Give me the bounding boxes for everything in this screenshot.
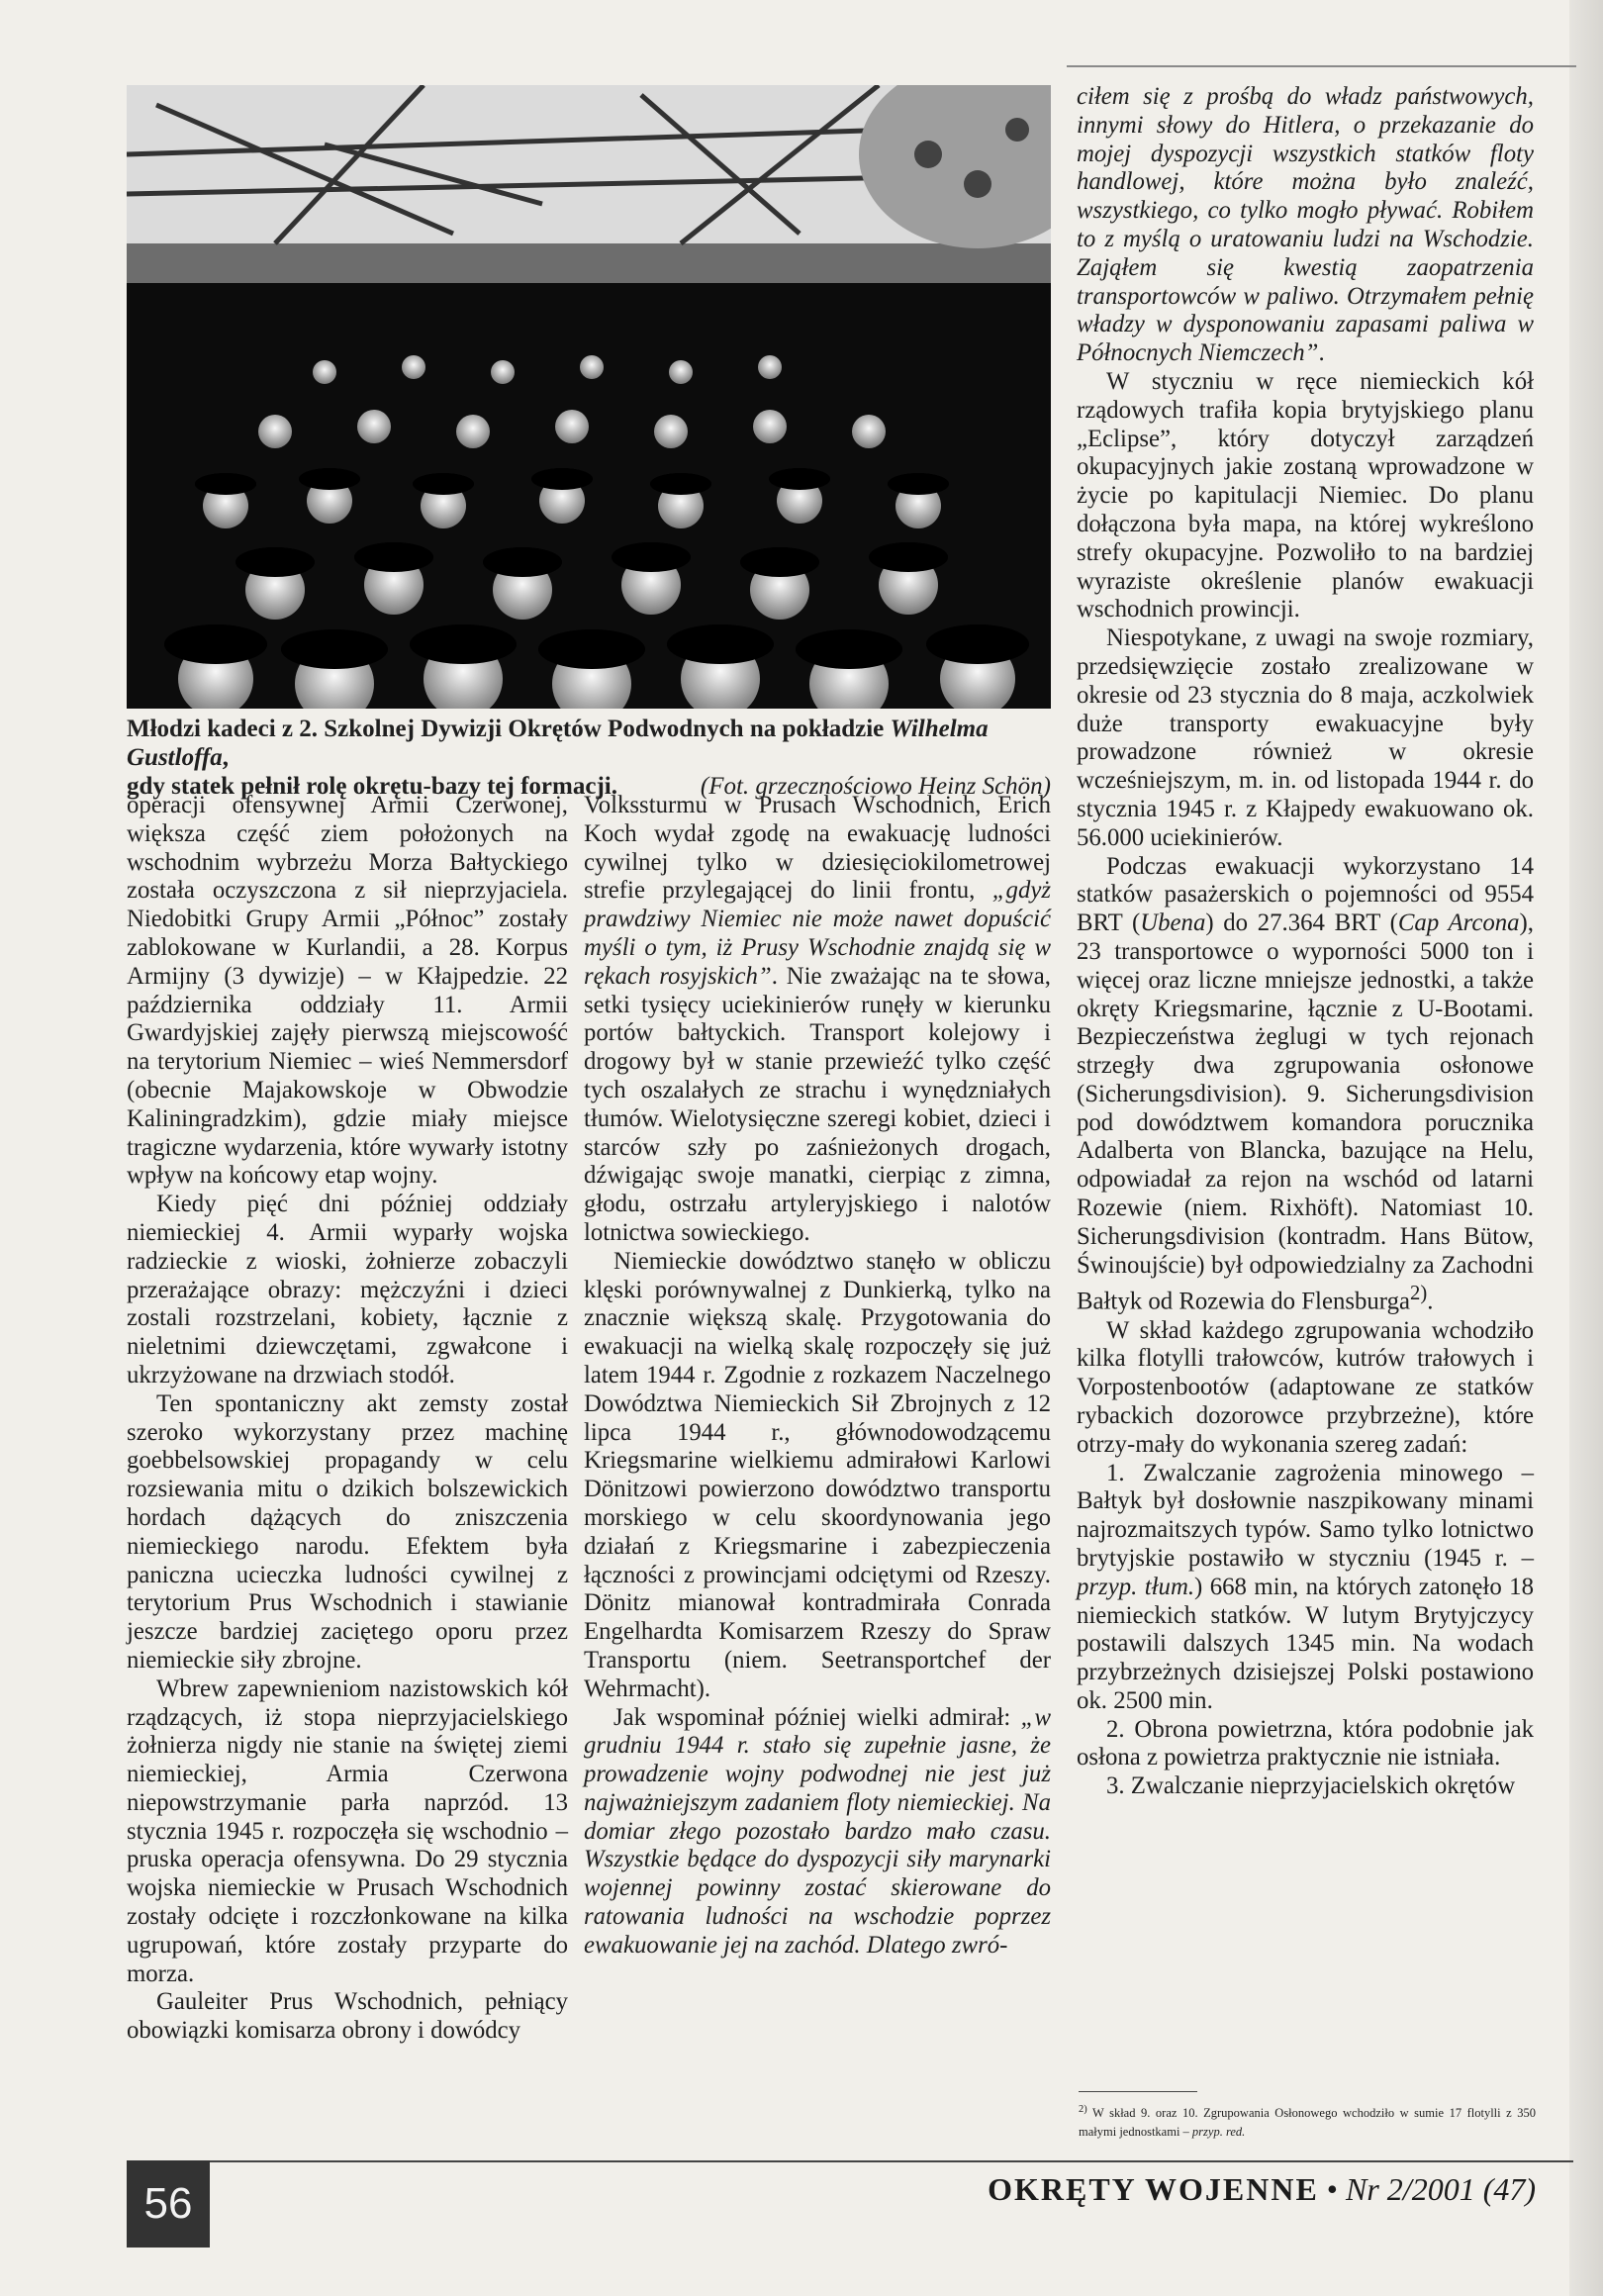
paragraph-text: ) 668 min, na których zatonęło 18 niemieckich statków. W lutym Brytyjczycy postawili dalszych 1345 min. Na wodach przybrzeżnych dzisiejszej Polski postawiono ok. 2500 min.	[1077, 1573, 1534, 1714]
text-column-1	[127, 792, 568, 2046]
text-column-2	[584, 792, 1051, 1961]
top-rule	[1067, 65, 1576, 67]
paragraph: Niespotykane, z uwagi na swoje rozmiary, przedsięwzięcie zostało zrealizowane w okresie od 23 stycznia do 8 maja, aczkolwiek duże transporty ewakuacyjne były prowadzone również w okresie wcześniejszym, m. in. od listopada 1944 r. do stycznia 1945 r. z Kłajpedy ewakuowano ok. 56.000 uciekinierów.	[1077, 624, 1534, 851]
text-column-3	[1077, 83, 1534, 1801]
caption-text: Młodzi kadeci z 2. Szkolnej Dywizji Okrętów Podwodnych na pokładzie	[127, 716, 891, 742]
paragraph-text: 1. Zwalczanie zagrożenia minowego – Bałtyk był dosłownie naszpikowany minami najrozmaitszych typów. Samo tylko lotnictwo brytyjskie postawiło w styczniu (1945 r.	[1077, 1459, 1534, 1572]
caption-comma: ,	[222, 744, 230, 771]
paragraph: W styczniu w ręce niemieckich kół rządowych trafiła kopia brytyjskiego planu „Eclipse”, który dotyczył zarządzeń okupacyjnych jakie zostaną wprowadzone w życie po kapitulacji Niemiec. Do planu dołączona była mapa, na której wykreślono strefy okupacyjne. Pozwoliło to na bardziej wyraziste określenie planów ewakuacji wschodnich prowincji.	[1077, 367, 1534, 623]
paragraph: Ten spontaniczny akt zemsty został szeroko wykorzystany przez machinę goebbelsowskiej propagandy w celu rozsiewania mitu o dzikich bolszewickich hordach dążących do zniszczenia niemieckiego narodu. Efektem była paniczna ucieczka ludności cywilnej z terytorium Prus Wschodnich i stawianie jeszcze bardziej zaciętego oporu przez niemieckie siły zbrojne.	[127, 1389, 568, 1674]
paragraph-text: .	[1427, 1288, 1434, 1315]
page-edge	[1569, 0, 1603, 2296]
issue-number: Nr 2/2001 (47)	[1346, 2171, 1536, 2207]
photo-credit: (Fot. grzecznościowo Heinz Schön)	[700, 773, 1051, 800]
ship-name: Cap Arcona	[1397, 909, 1520, 937]
footnote-reference: 2)	[1410, 1283, 1428, 1305]
photo-illustration	[127, 85, 1051, 709]
paragraph: 3. Zwalczanie nieprzyjacielskich okrętów	[1106, 1772, 1516, 1800]
paragraph	[584, 1704, 1051, 1961]
paragraph	[1077, 1460, 1534, 1716]
paragraph: Niemieckie dowództwo stanęło w obliczu klęski porównywalnej z Dunkierką, tylko na znacznie większą skalę. Przygotowania do ewakuacji na wielką skalę rozpoczęły się już latem 1944 r. Zgodnie z rozkazem Naczelnego Dowództwa Niemieckich Sił Zbrojnych z 12 lipca 1944 r., głównodowodzącemu Kriegsmarine wielkiemu admirałowi Karlowi Dönitzowi powierzono dowództwo transportu morskiego w celu skoordynowania jego działań z Kriegsmarine i zabezpieczenia łączności z prowincjami odciętymi od Rzeszy. Dönitz mianował kontradmirała Conrada Engelhardta Komisarzem Rzeszy do Spraw Transportu (niem. Seetransportchef der Wehrmacht).	[584, 1247, 1051, 1702]
caption-line-2: gdy statek pełnił rolę okrętu-bazy tej formacji.	[127, 773, 617, 800]
donitz-quote-continued: ciłem się z prośbą do władz państwowych, innymi słowy do Hitlera, o przekazanie do mojej dyspozycji wszystkich statków floty handlowej, które można było znaleźć, wszystkiego, co tylko mogło pływać. Robiłem to z myślą o uratowaniu ludzi na Wschodzie. Zająłem się kwestią zaopatrzenia transportowców w paliwo. Otrzymałem pełnię władzy w dysponowaniu zapasami paliwa w Północnych Niemczech”	[1077, 83, 1534, 367]
ship-name: Ubena	[1140, 909, 1206, 937]
page-number: 56	[127, 2160, 210, 2248]
caption-ship-name: Wilhelma Gustloffa	[127, 716, 989, 771]
koch-quote: „gdyż prawdziwy Niemiec nie może nawet dopuścić myśli o tym, iż Prusy Wschodnie znajdą się w rękach rosyjskich”	[584, 877, 1051, 990]
footnote-rule	[1079, 2091, 1197, 2092]
paragraph: Kiedy pięć dni później oddziały niemieckiej 4. Armii wyparły wojska radzieckie z wioski, żołnierze zobaczyli przerażające obrazy: mężczyźni i dzieci zostali rozstrzelani, kobiety, łącznie z nieletnimi dziewczętami, zgwałcone i ukrzyżowane na drzwiach stodół.	[127, 1191, 568, 1388]
paragraph	[1077, 853, 1534, 1317]
footnote-mark: 2)	[1079, 2104, 1087, 2115]
paragraph-text: . Nie zważając na te słowa, setki tysięcy uciekinierów runęły w kierunku portów bałtyckich. Transport kolejowy i drogowy był w stanie przewieźć tylko część tych oszalałych ze strachu i wynędzniałych tłumów. Wielotysięczne szeregi kobiet, dzieci i starców szły po zaśnieżonych drogach, dźwigając swoje manatki, cierpiąc z zimna, głodu, ostrzału artyleryjskiego i nalotów lotnictwa sowieckiego.	[584, 962, 1051, 1246]
footer-rule	[127, 2160, 1573, 2162]
photo-caption	[127, 715, 1057, 801]
paragraph-text: .	[1318, 339, 1325, 367]
paragraph-text: Podczas ewakuacji wykorzystano 14 statków pasażerskich o pojemności od 9554 BRT (	[1077, 852, 1534, 937]
paragraph: Wbrew zapewnieniom nazistowskich kół rządzących, iż stopa nieprzyjacielskiego żołnierza nigdy nie stanie na świętej ziemi niemieckiej, Armia Czerwona niepowstrzymanie parła naprzód. 13 stycznia 1945 r. rozpoczęła się wschodnio – pruska operacja ofensywna. Do 29 stycznia wojska niemieckie w Prusach Wschodnich zostały odcięte i rozczłonkowane na kilka ugrupowań, które zostały przyparte do morza.	[127, 1674, 568, 1987]
paragraph-text: Jak wspominał później wielki admirał:	[613, 1703, 1021, 1731]
footnote-text: W skład 9. oraz 10. Zgrupowania Osłonowego wchodziło w sumie 17 flotylli z 350 małymi jednostkami –	[1079, 2106, 1536, 2140]
paragraph-text: ), 23 transportowce o wyporności 5000 ton i więcej oraz liczne mniejsze jednostki, a także okręty Kriegsmarine, łącznie z U-Bootami. Bezpieczeństwa żeglugi w tych rejonach strzegły dwa zgrupowania osłonowe (Sicherungsdivision). 9. Sicherungsdivision pod dowództwem komandora porucznika Adalberta von Blancka, bazujące na Helu, odpowiadał za rejon na wschód od latarni Rozewie (niem. Rixhöft). Natomiast 10. Sicherungsdivision (kontradm. Hans Bütow, Świnoujście) był odpowiedzialny za Zachodni Bałtyk od Rozewia do Flensburga	[1077, 909, 1534, 1315]
paragraph: 2. Obrona powietrzna, która podobnie jak osłona z powietrza praktycznie nie istniała.	[1077, 1715, 1534, 1771]
paragraph: Gauleiter Prus Wschodnich, pełniący obowiązki komisarza obrony i dowódcy	[127, 1988, 568, 2045]
paragraph-text: Volkssturmu w Prusach Wschodnich, Erich Koch wydał zgodę na ewakuację ludności cywilnej tylko w dziesięciokilometrowej strefie przylegającej do linii frontu,	[584, 792, 1051, 905]
magazine-footer	[988, 2169, 1536, 2209]
paragraph-text: ) do 27.364 BRT (	[1205, 909, 1398, 937]
footer-separator: •	[1326, 2171, 1338, 2207]
magazine-title: OKRĘTY WOJENNE	[988, 2171, 1319, 2207]
article-photo	[127, 85, 1051, 709]
translator-note: – przyp. tłum.	[1077, 1544, 1534, 1600]
paragraph: W skład każdego zgrupowania wchodziło kilka flotylli trałowców, kutrów trałowych i Vorpostenbootów (adaptowane ze statków rybackich dozorowce przybrzeżne), które otrzy-mały do wykonania szereg zadań:	[1077, 1316, 1534, 1458]
paragraph	[584, 792, 1051, 1248]
donitz-quote: „w grudniu 1944 r. stało się zupełnie jasne, że prowadzenie wojny podwodnej nie jest już najważniejszym zadaniem floty niemieckiej. Na domiar złego pozostało bardzo mało czasu. Wszystkie będące do dyspozycji siły marynarki wojennej powinny zostać skierowane do ratowania ludności na wschodzie poprzez ewakuowanie jej na zachód. Dlatego zwró-	[584, 1703, 1051, 1959]
paragraph	[1077, 83, 1534, 368]
footnote	[1079, 2100, 1536, 2142]
editor-note: przyp. red.	[1191, 2125, 1246, 2140]
paragraph: operacji ofensywnej Armii Czerwonej, większa część ziem położonych na wschodnim wybrzeżu Morza Bałtyckiego została oczyszczona z sił nieprzyjaciela. Niedobitki Grupy Armii „Północ” zostały zablokowane w Kurlandii, a 28. Korpus Armijny (3 dywizje) – w Kłajpedzie. 22 października oddziały 11. Armii Gwardyjskiej zajęły pierwszą miejscowość na terytorium Niemiec – wieś Nemmersdorf (obecnie Majakowskoje w Obwodzie Kaliningradzkim), gdzie miały miejsce tragiczne wydarzenia, które wywarły istotny wpływ na końcowy etap wojny.	[127, 792, 568, 1190]
